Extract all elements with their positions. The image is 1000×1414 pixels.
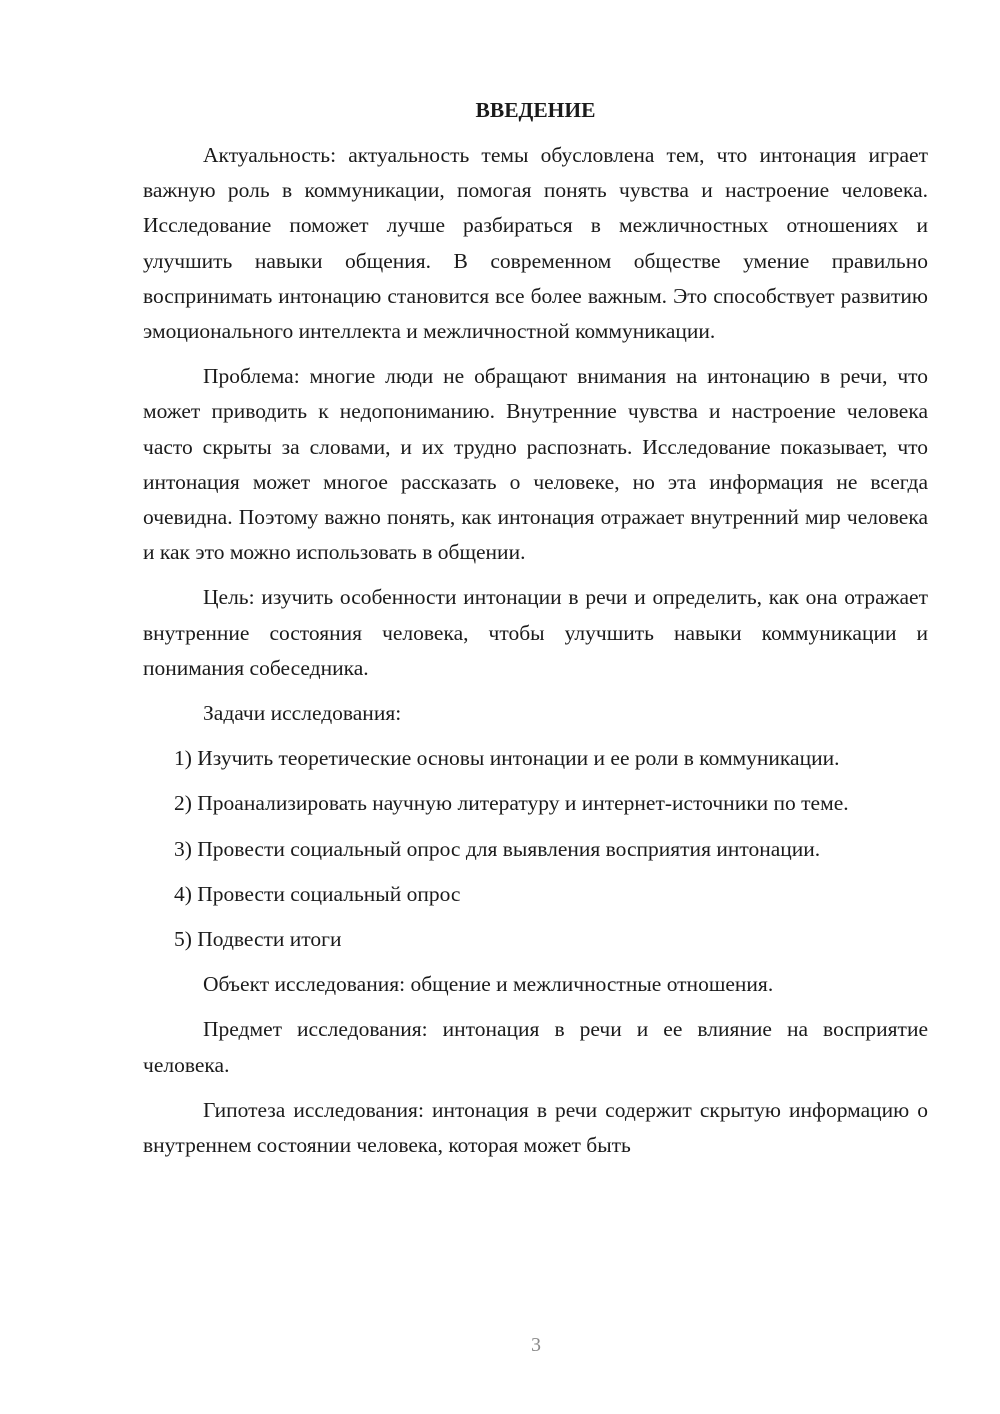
page-number: 3 (531, 1334, 541, 1356)
tasks-title: Задачи исследования: (203, 701, 402, 726)
task-item-5: 5) Подвести итоги (174, 927, 342, 952)
problem-paragraph: Проблема: многие люди не обращают внимания на интонацию в речи, что может приводить к недопониманию. Внутренние чувства и настроение человека часто скрыты за словами, и их трудно распознать. Исследование показывает, что интонация может многое рассказать о человеке, но эта информация не всегда очевидна. Поэтому важно понять, как интонация отражает внутренний мир человека и как это можно использовать в общении. (143, 364, 928, 565)
task-item-3: 3) Провести социальный опрос для выявления восприятия интонации. (174, 836, 821, 861)
page-content (143, 93, 928, 1173)
goal-paragraph: Цель: изучить особенности интонации в речи и определить, как она отражает внутренние состояния человека, чтобы улучшить навыки коммуникации и понимания собеседника. (143, 585, 928, 680)
task-item-4: 4) Провести социальный опрос (174, 881, 461, 906)
task-item-2: 2) Проанализировать научную литературу и интернет-источники по теме. (174, 791, 849, 816)
task-item-1: 1) Изучить теоретические основы интонации и ее роли в коммуникации. (174, 746, 840, 771)
section-heading: ВВЕДЕНИЕ (475, 98, 596, 122)
relevance-paragraph: Актуальность: актуальность темы обусловлена тем, что интонация играет важную роль в коммуникации, помогая понять чувства и настроение человека. Исследование поможет лучше разбираться в межличностных отношениях и улучшить навыки общения. В современном обществе умение правильно воспринимать интонацию становится все более важным. Это способствует развитию эмоционального интеллекта и межличностной коммуникации. (143, 143, 928, 344)
hypothesis-paragraph: Гипотеза исследования: интонация в речи содержит скрытую информацию о внутреннем состоянии человека, которая может быть (143, 1097, 928, 1158)
subject-paragraph: Предмет исследования: интонация в речи и ее влияние на восприятие человека. (143, 1017, 928, 1077)
object-paragraph: Объект исследования: общение и межличностные отношения. (203, 972, 774, 997)
